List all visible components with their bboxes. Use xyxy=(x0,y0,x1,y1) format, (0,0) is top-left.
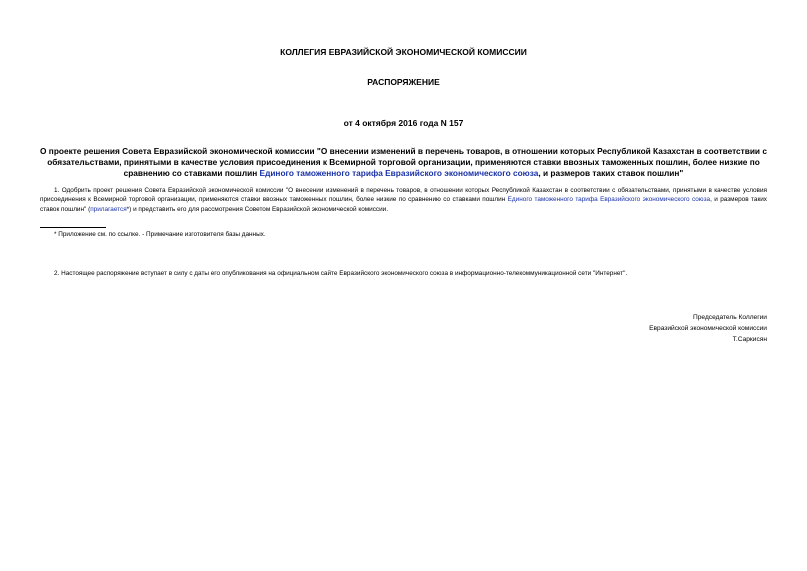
paragraph-1-text-end: *) и представить его для рассмотрения Советом Евразийской экономической комиссии. xyxy=(126,205,389,213)
organization-heading: КОЛЛЕГИЯ ЕВРАЗИЙСКОЙ ЭКОНОМИЧЕСКОЙ КОМИССИИ xyxy=(280,47,527,57)
tariff-link-paragraph[interactable]: Единого таможенного тарифа Евразийского экономического союза xyxy=(507,196,711,204)
signature-position-line-1: Председатель Коллегии xyxy=(693,314,767,321)
signature-name: Т.Саркисян xyxy=(732,336,767,343)
signature-block xyxy=(649,312,767,345)
attachment-link[interactable]: прилагается xyxy=(90,205,127,213)
footnote: * Приложение см. по ссылке. - Примечание изготовителя базы данных. xyxy=(54,231,266,238)
document-type-heading: РАСПОРЯЖЕНИЕ xyxy=(367,77,440,87)
paragraph-1-text-start: 1. Одобрить проект решения Совета Евразийской экономической комиссии "О внесении изменений в перечень товаров, в отношении которых Республикой Казахстан в соответствии с обязательствами, принятыми в качестве условия присоединения к Всемирной торговой организации, применяются ставки ввозных таможенных пошлин, более низкие по сравнению со ставками пошлин xyxy=(40,187,767,204)
tariff-link-title[interactable]: Единого таможенного тарифа Евразийского экономического союза xyxy=(259,168,539,179)
signature-position-line-2: Евразийской экономической комиссии xyxy=(649,325,767,332)
paragraph-2: 2. Настоящее распоряжение вступает в силу с даты его опубликования на официальном сайте Евразийского экономического союза в информационно-телекоммуникационной сети "Интернет". xyxy=(54,270,628,277)
title-text-start: О проекте решения Совета Евразийской экономической комиссии "О внесении изменений в перечень товаров, в отношении которых Республикой Казахстан в соответствии с обязательствами, принятыми в качестве условия присоединения к Всемирной торговой организации, применяются ставки ввозных таможенных пошлин, более низкие по сравнению со ставками пошлин xyxy=(40,146,767,179)
footnote-divider xyxy=(40,227,106,228)
title-text-end: , и размеров таких ставок пошлин" xyxy=(538,168,684,179)
paragraph-1-text-middle: , и размеров таких ставок пошлин" ( xyxy=(40,196,768,213)
paragraph-1 xyxy=(40,186,767,214)
date-number-heading: от 4 октября 2016 года N 157 xyxy=(343,118,464,128)
document-title xyxy=(40,146,767,180)
